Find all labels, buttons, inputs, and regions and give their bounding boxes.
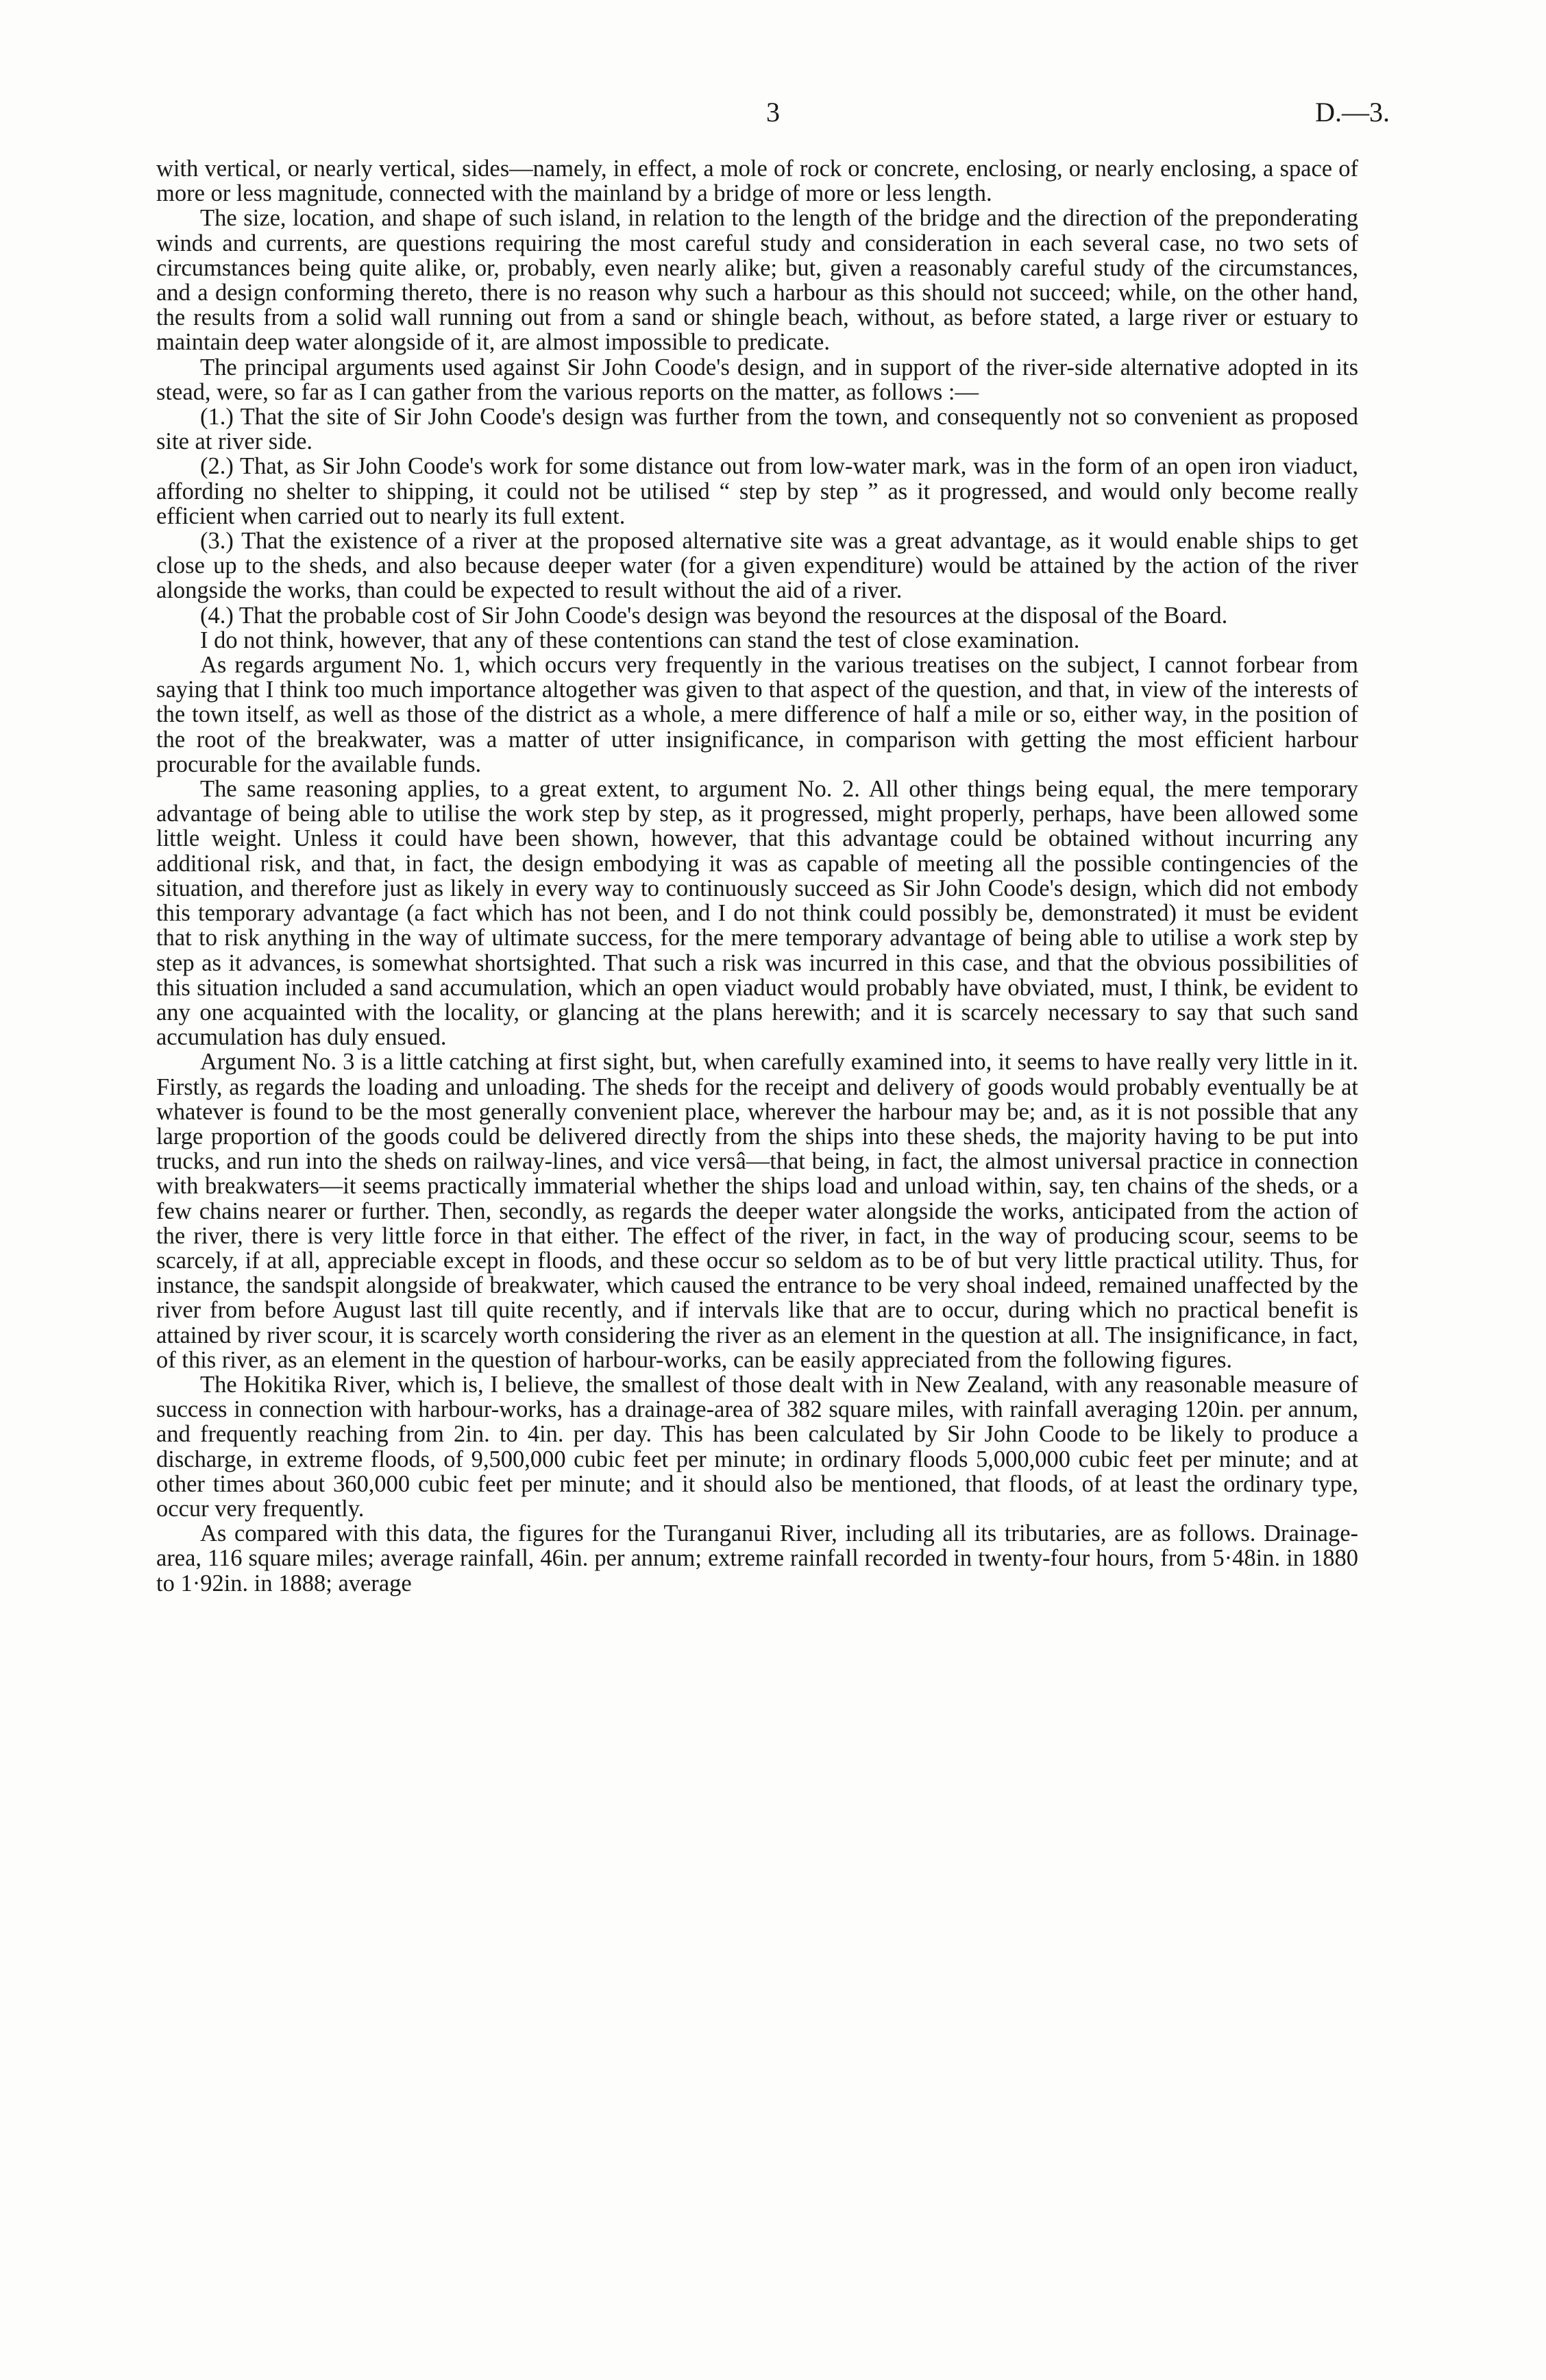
body-text	[156, 156, 1358, 1596]
paragraph: I do not think, however, that any of these contentions can stand the test of close examination.	[200, 627, 1080, 653]
argument-item: (1.) That the site of Sir John Coode's design was further from the town, and consequently not so convenient as proposed site at river side.	[156, 404, 1358, 455]
page-header	[156, 96, 1390, 137]
page-number: 3	[766, 97, 780, 127]
argument-item: (3.) That the existence of a river at the proposed alternative site was a great advantage, as it would enable ships to get close up to the sheds, and also because deeper water (for a given expenditure) would be attained by the action of the river alongside the works, than could be expected to result without the aid of a river.	[156, 528, 1358, 604]
paragraph: Argument No. 3 is a little catching at first sight, but, when carefully examined into, it seems to have really very little in it. Firstly, as regards the loading and unloading. The sheds for the receipt and delivery of goods would probably eventually be at whatever is found to be the most generally convenient place, wherever the harbour may be; and, as it is not possible that any large proportion of the goods could be delivered directly from the ships into these sheds, the majority having to be put into trucks, and run into the sheds on railway-lines, and vice versâ—that being, in fact, the almost universal practice in connection with breakwaters—it seems practically immaterial whether the ships load and unload within, say, ten chains of the sheds, or a few chains nearer or further. Then, secondly, as regards the deeper water alongside the works, anticipated from the action of the river, there is very little force in that either. The effect of the river, in fact, in the way of producing scour, seems to be scarcely, if at all, appreciable except in floods, and these occur so seldom as to be of but very little practical utility. Thus, for instance, the sandspit alongside of breakwater, which caused the entrance to be very shoal indeed, remained unaffected by the river from before August last till quite recently, and if intervals like that are to occur, during which no practical benefit is attained by river scour, it is scarcely worth considering the river as an element in the question at all. The insignificance, in fact, of this river, as an element in the question of harbour-works, can be easily appreciated from the following figures.	[156, 1049, 1358, 1373]
paragraph: As regards argument No. 1, which occurs very frequently in the various treatises on the subject, I cannot forbear from saying that I think too much importance altogether was given to that aspect of the question, and that, in view of the interests of the town itself, as well as those of the district as a whole, a mere difference of half a mile or so, either way, in the position of the root of the breakwater, was a matter of utter insignificance, in comparison with getting the most efficient harbour procurable for the available funds.	[156, 652, 1358, 777]
paragraph: As compared with this data, the figures for the Turanganui River, including all its tributaries, are as follows. Drainage-area, 116 square miles; average rainfall, 46in. per annum; extreme rainfall recorded in twenty-four hours, from 5·48in. in 1880 to 1·92in. in 1888; average	[156, 1520, 1358, 1596]
paragraph: The principal arguments used against Sir John Coode's design, and in support of the river-side alternative adopted in its stead, were, so far as I can gather from the various reports on the matter, as follows :—	[156, 354, 1358, 405]
paragraph: The Hokitika River, which is, I believe, the smallest of those dealt with in New Zealand, with any reasonable measure of success in connection with harbour-works, has a drainage-area of 382 square miles, with rainfall averaging 120in. per annum, and frequently reaching from 2in. to 4in. per day. This has been calculated by Sir John Coode to be likely to produce a discharge, in extreme floods, of 9,500,000 cubic feet per minute; in ordinary floods 5,000,000 cubic feet per minute; and at other times about 360,000 cubic feet per minute; and it should also be mentioned, that floods, of at least the ordinary type, occur very frequently.	[156, 1371, 1358, 1522]
paragraph: The same reasoning applies, to a great extent, to argument No. 2. All other things being equal, the mere temporary advantage of being able to utilise the work step by step, as it progressed, might properly, perhaps, have been allowed some little weight. Unless it could have been shown, however, that this advantage could be obtained without incurring any additional risk, and that, in fact, the design embodying it was as capable of meeting all the possible contingencies of the situation, and therefore just as likely in every way to continuously succeed as Sir John Coode's design, which did not embody this temporary advantage (a fact which has not been, and I do not think could possibly be, demonstrated) it must be evident that to risk anything in the way of ultimate success, for the mere temporary advantage of being able to utilise a work step by step as it advances, is somewhat shortsighted. That such a risk was incurred in this case, and that the obvious possibilities of this situation included a sand accumulation, which an open viaduct would probably have obviated, must, I think, be evident to any one acquainted with the locality, or glancing at the plans herewith; and it is scarcely necessary to say that such sand accumulation has duly ensued.	[156, 776, 1358, 1051]
paragraph: with vertical, or nearly vertical, sides—namely, in effect, a mole of rock or concrete, enclosing, or nearly enclosing, a space of more or less magnitude, connected with the mainland by a bridge of more or less length.	[156, 156, 1358, 207]
document-reference: D.—3.	[1315, 97, 1390, 127]
paragraph: The size, location, and shape of such island, in relation to the length of the bridge and the direction of the preponderating winds and currents, are questions requiring the most careful study and consideration in each several case, no two sets of circumstances being quite alike, or, probably, even nearly alike; but, given a reasonably careful study of the circumstances, and a design conforming thereto, there is no reason why such a harbour as this should not succeed; while, on the other hand, the results from a solid wall running out from a sand or shingle beach, without, as before stated, a large river or estuary to maintain deep water alongside of it, are almost impossible to predicate.	[156, 205, 1358, 356]
argument-item: (2.) That, as Sir John Coode's work for some distance out from low-water mark, was in the form of an open iron viaduct, affording no shelter to shipping, it could not be utilised “ step by step ” as it progressed, and would only become really efficient when carried out to nearly its full extent.	[156, 453, 1358, 529]
argument-item: (4.) That the probable cost of Sir John Coode's design was beyond the resources at the disposal of the Board.	[200, 602, 1228, 629]
